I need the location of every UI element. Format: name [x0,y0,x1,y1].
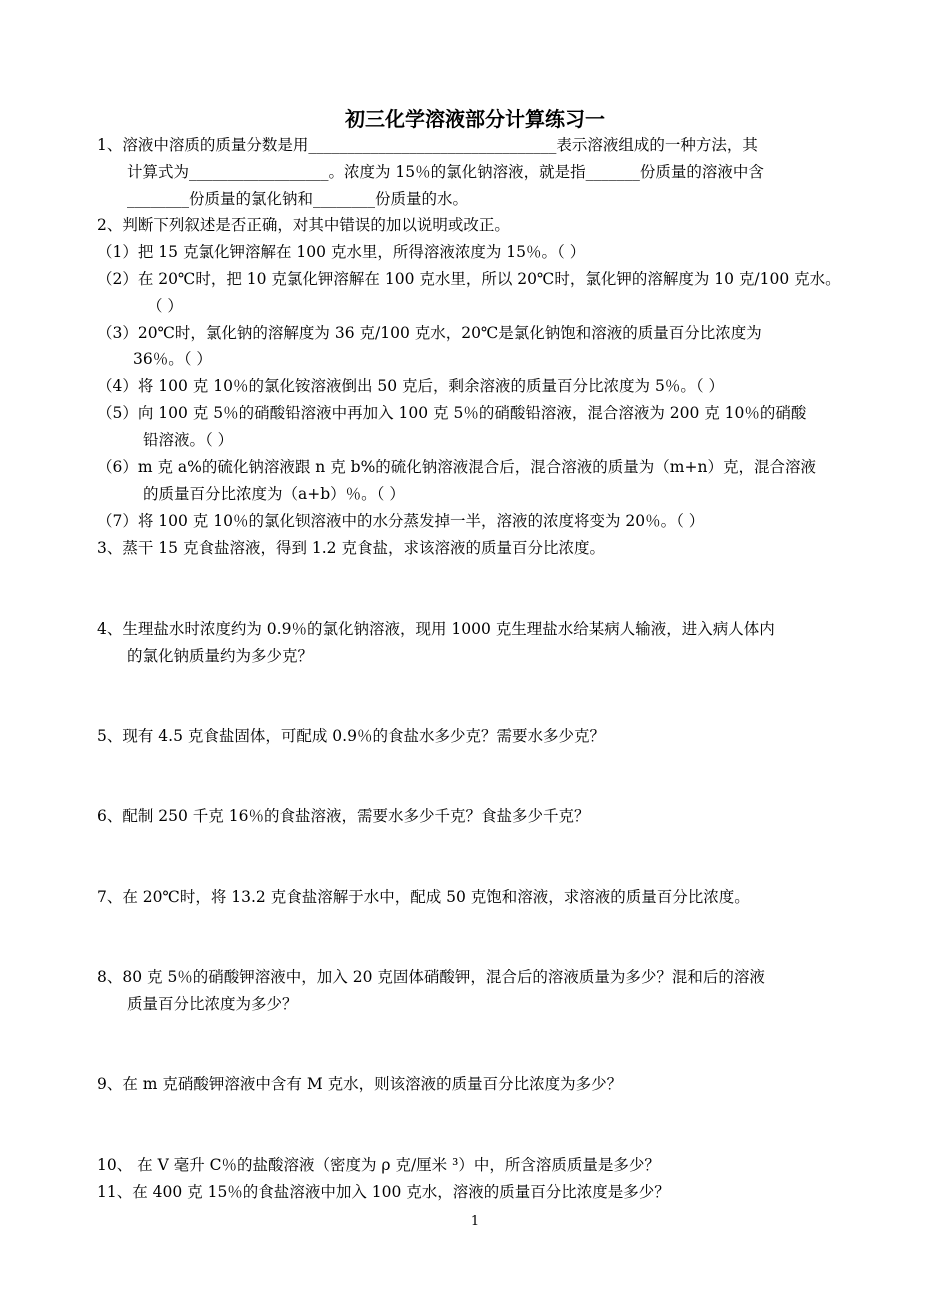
question-8-line-1: 8、80 克 5％的硝酸钾溶液中，加入 20 克固体硝酸钾，混合后的溶液质量为多少？混和后的溶液 [97,968,765,986]
question-11: 11、在 400 克 15％的食盐溶液中加入 100 克水，溶液的质量百分比浓度是多少？ [97,1183,670,1201]
statement-1: （1）把 15 克氯化钾溶解在 100 克水里，所得溶液浓度为 15％。（ ） [97,243,586,261]
statement-7: （7）将 100 克 10％的氯化钡溶液中的水分蒸发掉一半，溶液的浓度将变为 20％。（ ） [97,512,705,530]
statement-3-line-1: （3）20℃时，氯化钠的溶解度为 36 克/100 克水，20℃是氯化钠饱和溶液的质量百分比浓度为 [97,324,762,342]
statement-2-line-1: （2）在 20℃时，把 10 克氯化钾溶解在 100 克水里，所以 20℃时，氯化钾的溶解度为 10 克/100 克水。 [97,270,841,288]
statement-5-line-2: 铅溶液。（ ） [143,431,234,449]
question-9: 9、在 m 克硝酸钾溶液中含有 M 克水，则该溶液的质量百分比浓度为多少？ [97,1075,623,1093]
question-5: 5、现有 4.5 克食盐固体，可配成 0.9％的食盐水多少克？需要水多少克？ [97,727,605,745]
statement-6-line-2: 的质量百分比浓度为（a+b）％。（ ） [143,485,405,503]
question-1-line-1: 1、溶液中溶质的质量分数是用________________________________表示溶液组成的一种方法，其 [97,136,758,154]
question-7: 7、在 20℃时，将 13.2 克食盐溶解于水中，配成 50 克饱和溶液，求溶液的质量百分比浓度。 [97,888,750,906]
question-3: 3、蒸干 15 克食盐溶液，得到 1.2 克食盐，求该溶液的质量百分比浓度。 [97,539,605,557]
statement-6-line-1: （6）m 克 a%的硫化钠溶液跟 n 克 b%的硫化钠溶液混合后，混合溶液的质量为（m+n）克，混合溶液 [97,458,816,476]
question-10: 10、 在 V 毫升 C％的盐酸溶液（密度为 ρ 克/厘米 ³）中，所含溶质质量是多少？ [97,1156,660,1174]
question-4-line-1: 4、生理盐水时浓度约为 0.9％的氯化钠溶液，现用 1000 克生理盐水给某病人输液，进入病人体内 [97,620,775,638]
question-1-line-2: 计算式为__________________。浓度为 15％的氯化钠溶液，就是指_______份质量的溶液中含 [127,163,764,181]
question-4-line-2: 的氯化钠质量约为多少克？ [127,647,314,665]
question-8-line-2: 质量百分比浓度为多少？ [127,995,298,1013]
statement-2-line-2: （ ） [147,297,183,315]
question-1-line-3: ________份质量的氯化钠和________份质量的水。 [127,190,469,208]
statement-5-line-1: （5）向 100 克 5％的硝酸铅溶液中再加入 100 克 5％的硝酸铅溶液，混合溶液为 200 克 10％的硝酸 [97,404,807,422]
page-number: 1 [470,1214,480,1229]
statement-4: （4）将 100 克 10％的氯化铵溶液倒出 50 克后，剩余溶液的质量百分比浓度为 5％。（ ） [97,377,724,395]
page-title: 初三化学溶液部分计算练习一 [345,107,605,131]
question-2-heading: 2、判断下列叙述是否正确，对其中错误的加以说明或改正。 [97,216,510,234]
question-6: 6、配制 250 千克 16％的食盐溶液，需要水多少千克？食盐多少千克？ [97,807,590,825]
statement-3-line-2: 36％。（ ） [133,350,212,368]
